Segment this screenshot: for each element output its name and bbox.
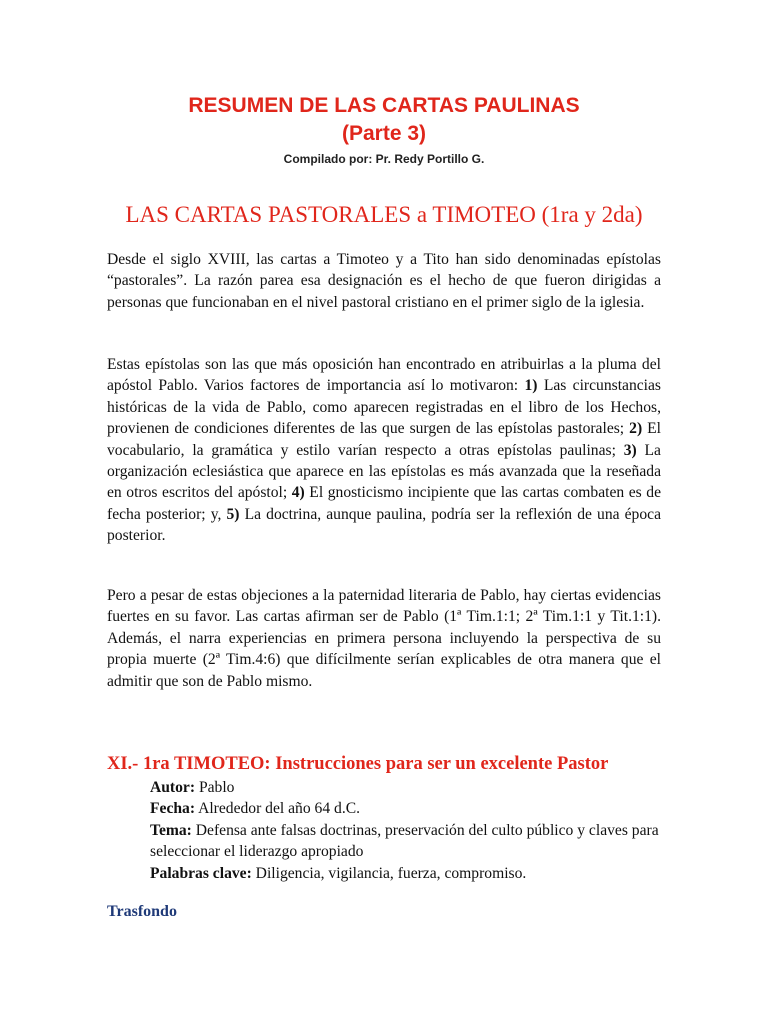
date-label: Fecha:: [150, 800, 196, 818]
factor-text-4: El gnosticismo incipiente que las cartas combaten es de fecha posterior; y,: [107, 484, 661, 523]
keywords-row: [150, 863, 670, 884]
theme-label: Tema:: [150, 821, 192, 839]
factor-text-5: La doctrina, aunque paulina, podría ser la reflexión de una época posterior.: [107, 505, 661, 545]
factor-number-5: 5): [226, 505, 240, 523]
author-label: Autor:: [150, 779, 196, 796]
title-block: [0, 92, 768, 166]
paragraph-1: Desde el siglo XVIII, las cartas a Timoteo y a Tito han sido denominadas epístolas “pastorales”. La razón parea esa designación es el hecho de que fueron dirigidas a personas que funcionaban en el nivel pastoral cristiano en el primer siglo de la iglesia.: [107, 251, 661, 311]
book-heading: XI.- 1ra TIMOTEO: Instrucciones para ser un excelente Pastor: [107, 754, 609, 774]
date-row: [150, 798, 670, 819]
keywords-label: Palabras clave:: [150, 864, 252, 882]
document-subtitle: (Parte 3): [341, 122, 427, 145]
factor-number-2: 2): [629, 420, 643, 438]
date-value: Alrededor del año 64 d.C.: [195, 800, 361, 818]
factor-text-2: El vocabulario, la gramática y estilo varían respecto a otras epístolas paulinas;: [107, 420, 661, 459]
paragraph-3: Pero a pesar de estas objeciones a la paternidad literaria de Pablo, hay ciertas evidencias fuertes en su favor. Las cartas afirman ser de Pablo (1ª Tim.1:1; 2ª Tim.1:1 y Tit.1:1). Además, el narra experiencias en primera persona incluyendo la perspectiva de su propia muerte (2ª Tim.4:6) que difícilmente serían explicables de otra manera que el admitir que son de Pablo mismo.: [107, 587, 661, 690]
factor-text-3: La organización eclesiástica que aparece en las epístolas es más avanzada que la reseñada en otros escritos del apóstol;: [107, 441, 661, 502]
book-metadata: [150, 777, 670, 884]
background-subheading: Trasfondo: [107, 903, 177, 920]
document-title: RESUMEN DE LAS CARTAS PAULINAS: [188, 94, 580, 117]
factor-number-4: 4): [291, 484, 305, 502]
section-title: LAS CARTAS PASTORALES a TIMOTEO (1ra y 2da): [125, 202, 643, 227]
theme-value: Defensa ante falsas doctrinas, preservación del culto público y claves para seleccionar el liderazgo apropiado: [150, 821, 659, 861]
compiled-by: Compilado por: Pr. Redy Portillo G.: [283, 152, 485, 166]
paragraph-2-intro: Estas epístolas son las que más oposición han encontrado en atribuirlas a la pluma del apóstol Pablo. Varios factores de importancia así lo motivaron:: [107, 356, 661, 395]
theme-row: [150, 820, 670, 863]
paragraph-2: [107, 354, 661, 547]
factor-number-1: 1): [524, 377, 538, 395]
author-row: [150, 777, 670, 798]
factor-number-3: 3): [623, 441, 637, 459]
author-value: Pablo: [195, 779, 235, 796]
keywords-value: Diligencia, vigilancia, fuerza, compromiso.: [251, 864, 527, 882]
factor-text-1: Las circunstancias históricas de la vida de Pablo, como aparecen registradas en el libro de los Hechos, provienen de condiciones diferentes de las que surgen de las epístolas pastorales;: [107, 377, 661, 438]
